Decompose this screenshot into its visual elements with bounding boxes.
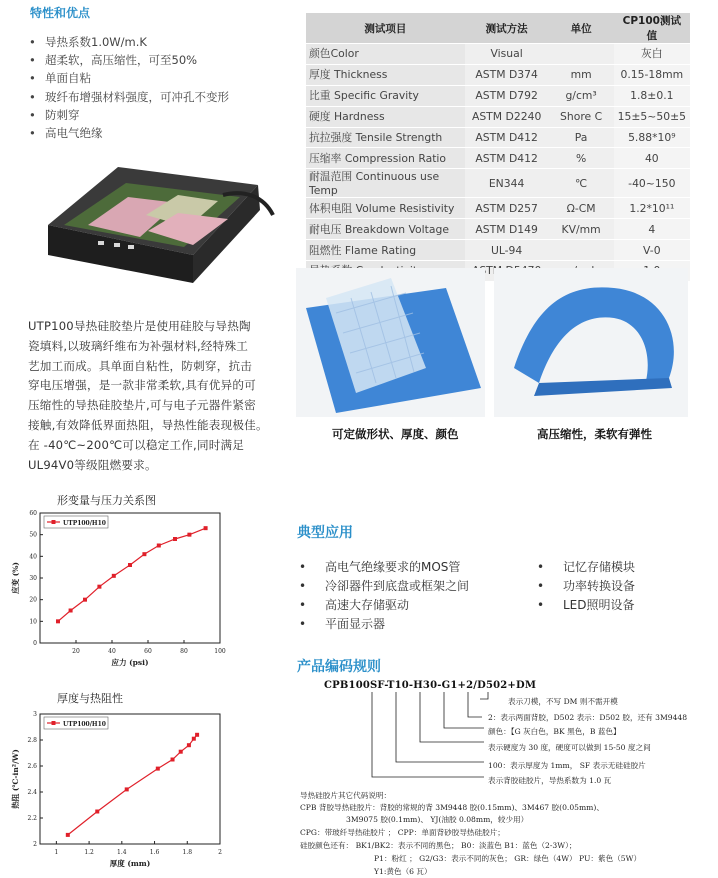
data-point — [192, 737, 196, 741]
feature-item: • 单面自粘 — [27, 69, 277, 87]
column-header: 测试项目 — [306, 13, 465, 44]
y-tick-label: 2.6 — [27, 763, 37, 770]
spec-method: ASTM D149 — [465, 219, 549, 240]
x-tick-label: 80 — [180, 648, 188, 655]
application-item: • 冷卻器件到底盘或框架之间 — [299, 577, 529, 596]
thickness-resistance-chart — [10, 706, 220, 876]
spec-method: ASTM D374 — [465, 64, 549, 85]
code-note: 2：表示两面背胶，D502 表示：D502 胶，还有 3M9448 — [488, 713, 688, 722]
y-tick-label: 2.4 — [27, 789, 37, 796]
coding-title: 产品编码规则 — [297, 659, 381, 675]
data-point — [195, 733, 199, 737]
data-point — [56, 619, 60, 623]
spec-item: 比重 Specific Gravity — [306, 85, 465, 106]
spec-method: ASTM D412 — [465, 148, 549, 169]
x-tick-label: 2 — [218, 849, 222, 856]
code-bracket-lines — [320, 690, 500, 782]
code-extra: 3M9075 胶(0.1mm)、 YJ(油胶 0.08mm，较少用） — [346, 815, 529, 824]
spec-unit: KV/mm — [549, 219, 614, 240]
data-point — [173, 537, 177, 541]
x-tick-label: 100 — [214, 648, 226, 655]
x-tick-label: 1.6 — [149, 849, 160, 856]
code-note: 100：表示厚度为 1mm， SF 表示无硅硅胶片 — [488, 761, 646, 770]
spec-item: 体积电阻 Volume Resistivity — [306, 198, 465, 219]
spec-unit: g/cm³ — [549, 85, 614, 106]
product-description — [28, 317, 278, 475]
legend-marker — [52, 721, 56, 725]
spec-unit: mm — [549, 64, 614, 85]
description-line: 接触,有效降低界面热阻，导热性能表现极佳。 — [28, 417, 268, 432]
applications-list-left — [299, 558, 529, 634]
column-header: 测试方法 — [465, 13, 549, 44]
spec-item: 抗拉强度 Tensile Strength — [306, 127, 465, 148]
description-line: 在 -40℃~200℃可以稳定工作,同时满足 — [28, 437, 245, 452]
feature-item: • 玻纤布增强材料强度，可冲孔不变形 — [27, 88, 277, 106]
spec-row — [306, 148, 690, 169]
code-extra: 硅胶颜色还有： BK1/BK2：表示不同的黑色； B0：淡蓝色 B1：蓝色（2-3W）； — [300, 841, 577, 850]
description-line: 穿电压增强，是一款非常柔软,具有优异的可 — [28, 378, 256, 393]
application-item: • 高电气绝缘要求的MOS管 — [299, 558, 529, 577]
spec-value: 4 — [614, 219, 690, 240]
data-point — [95, 810, 99, 814]
y-tick-label: 20 — [29, 596, 37, 604]
data-point — [125, 787, 129, 791]
y-axis-label: 应变 (%) — [11, 562, 20, 594]
feature-item: • 防刺穿 — [27, 106, 277, 124]
spec-unit: % — [549, 148, 614, 169]
description-line: UL94V0等级阻燃要求。 — [28, 457, 157, 472]
data-point — [69, 609, 73, 613]
x-tick-label: 60 — [144, 648, 152, 655]
y-tick-label: 2 — [33, 841, 37, 848]
description-line: UTP100导热硅胶垫片是使用硅胶与导热陶 — [28, 319, 251, 333]
pad-image-soft — [494, 268, 688, 417]
spec-value: 灰白 — [614, 44, 690, 65]
legend-label: UTP100/H10 — [63, 721, 106, 728]
spec-method: ASTM D412 — [465, 127, 549, 148]
application-item: • LED照明设备 — [537, 596, 707, 615]
data-point — [128, 563, 132, 567]
y-tick-label: 2.8 — [27, 737, 37, 744]
code-extra: 导热硅胶片其它代码说明： — [300, 791, 392, 800]
spec-row — [306, 106, 690, 127]
code-extra: P1：粉红 ； G2/G3：表示不同的灰色； GR：绿色（4W） PU：紫色（5W） — [374, 854, 642, 863]
spec-row — [306, 44, 690, 65]
spec-item: 颜色Color — [306, 44, 465, 65]
spec-item: 阻燃性 Flame Rating — [306, 240, 465, 261]
spec-item: 硬度 Hardness — [306, 106, 465, 127]
x-axis-label: 应力 (psi) — [111, 658, 149, 667]
y-tick-label: 30 — [29, 575, 37, 582]
spec-table-header — [306, 13, 690, 44]
legend-label: UTP100/H10 — [63, 520, 106, 527]
spec-row — [306, 127, 690, 148]
y-tick-label: 50 — [29, 531, 37, 539]
y-tick-label: 10 — [29, 618, 37, 626]
plot-frame — [40, 513, 220, 643]
spec-item: 耐电压 Breakdown Voltage — [306, 219, 465, 240]
x-tick-label: 40 — [108, 648, 116, 655]
chart1-title: 形变量与压力关系图 — [57, 494, 156, 507]
x-tick-label: 1.8 — [182, 849, 193, 856]
spec-row — [306, 219, 690, 240]
data-point — [112, 574, 116, 578]
feature-item: • 高电气绝缘 — [27, 124, 277, 142]
pad-caption-soft: 高压缩性，柔软有弹性 — [537, 427, 652, 441]
features-list — [27, 33, 277, 142]
spec-value: 1.8±0.1 — [614, 85, 690, 106]
pad-caption-shapes: 可定做形状、厚度、颜色 — [332, 427, 459, 441]
y-tick-label: 60 — [29, 510, 37, 517]
x-tick-label: 1 — [54, 849, 59, 856]
spec-table-body — [306, 44, 690, 282]
data-point — [97, 585, 101, 589]
code-note: 表示背胶硅胶片，导热系数为 1.0 瓦 — [488, 776, 612, 785]
x-tick-label: 1.4 — [117, 849, 127, 856]
spec-unit — [549, 240, 614, 261]
y-tick-label: 0 — [33, 640, 37, 647]
product-photo — [28, 155, 273, 305]
spec-value: 0.15-18mm — [614, 64, 690, 85]
spec-unit — [549, 44, 614, 65]
data-point — [83, 598, 87, 602]
spec-row — [306, 198, 690, 219]
data-point — [187, 743, 191, 747]
application-item: • 记忆存储模块 — [537, 558, 707, 577]
spec-value: 5.88*10⁹ — [614, 127, 690, 148]
pad-image-shapes — [296, 268, 485, 417]
spec-row — [306, 169, 690, 198]
x-tick-label: 20 — [72, 648, 80, 655]
spec-method: ASTM D2240 — [465, 106, 549, 127]
chart2-title: 厚度与热阻性 — [57, 692, 123, 705]
data-point — [156, 767, 160, 771]
code-note: 表示刀模，不写 DM 则不需开模 — [508, 697, 618, 706]
spec-method: ASTM D792 — [465, 85, 549, 106]
spec-unit: Shore C — [549, 106, 614, 127]
spec-method: ASTM — [465, 261, 549, 282]
data-point — [204, 526, 208, 530]
product-code: CPB100SF-T10-H30-G1+2/D502+DM — [324, 680, 537, 691]
application-item: • 高速大存储驱动 — [299, 596, 529, 615]
code-extra: Y1:黄色（6 瓦） — [374, 867, 432, 876]
y-tick-label: 3 — [33, 711, 37, 718]
applications-list-right — [537, 558, 707, 615]
applications-title: 典型应用 — [297, 525, 353, 541]
spec-method: ASTM D257 — [465, 198, 549, 219]
spec-method: UL-94 — [465, 240, 549, 261]
spec-unit: Pa — [549, 127, 614, 148]
spec-row — [306, 85, 690, 106]
data-point — [66, 833, 70, 837]
x-tick-label: 1.2 — [84, 849, 94, 856]
code-extra: CPG：带玻纤导热硅胶片 ； CPP：单面背砂胶导热硅胶片； — [300, 828, 505, 837]
spec-unit: ℃ — [549, 169, 614, 198]
data-point — [157, 544, 161, 548]
application-item: • 功率转换设备 — [537, 577, 707, 596]
column-header: 单位 — [549, 13, 614, 44]
spec-value: -40~150 — [614, 169, 690, 198]
spec-table — [306, 13, 690, 282]
code-note: 颜色：【G 灰白色，BK 黑色，B 蓝色】 — [488, 727, 621, 736]
spec-method: Visual — [465, 44, 549, 65]
data-point — [179, 750, 183, 754]
application-item: • 平面显示器 — [299, 615, 529, 634]
code-note: 表示硬度为 30 度，硬度可以做到 15-50 度之间 — [488, 743, 651, 752]
spec-value: 15±5~50±5 — [614, 106, 690, 127]
spec-item: 厚度 Thickness — [306, 64, 465, 85]
code-extra: CPB 背胶导热硅胶片：背胶的常规的背 3M9448 胶(0.15mm)、3M467 胶(0.05mm)、 — [300, 803, 604, 812]
plot-frame — [40, 714, 220, 844]
legend-marker — [52, 520, 56, 524]
description-line: 瓷填料,以玻璃纤维布为补强材料,经特殊工 — [28, 338, 249, 353]
spec-row — [306, 240, 690, 261]
spec-unit: Ω-CM — [549, 198, 614, 219]
spec-value: V-0 — [614, 240, 690, 261]
x-axis-label: 厚度 (mm) — [109, 859, 151, 868]
spec-item: 耐温范围 Continuous use Temp — [306, 169, 465, 198]
spec-row — [306, 64, 690, 85]
description-line: 压缩性的导热硅胶垫片,可与电子元器件紧密 — [28, 398, 256, 413]
features-title: 特性和优点 — [30, 6, 91, 20]
deformation-pressure-chart — [10, 505, 226, 675]
spec-item: 压缩率 Compression Ratio — [306, 148, 465, 169]
spec-value: 40 — [614, 148, 690, 169]
y-axis-label: 热阻 (℃-in²/W) — [11, 749, 20, 809]
y-tick-label: 2.2 — [27, 815, 37, 822]
y-tick-label: 40 — [29, 553, 37, 561]
data-point — [171, 758, 175, 762]
data-point — [187, 533, 191, 537]
feature-item: • 导热系数1.0W/m.K — [27, 33, 277, 51]
spec-method: EN344 — [465, 169, 549, 198]
feature-item: • 超柔软，高压缩性，可至50% — [27, 51, 277, 69]
column-header: CP100测试值 — [614, 13, 690, 44]
description-line: 艺加工而成。具单面自粘性，防刺穿，抗击 — [28, 358, 253, 373]
spec-value: 1.2*10¹¹ — [614, 198, 690, 219]
data-point — [142, 552, 146, 556]
